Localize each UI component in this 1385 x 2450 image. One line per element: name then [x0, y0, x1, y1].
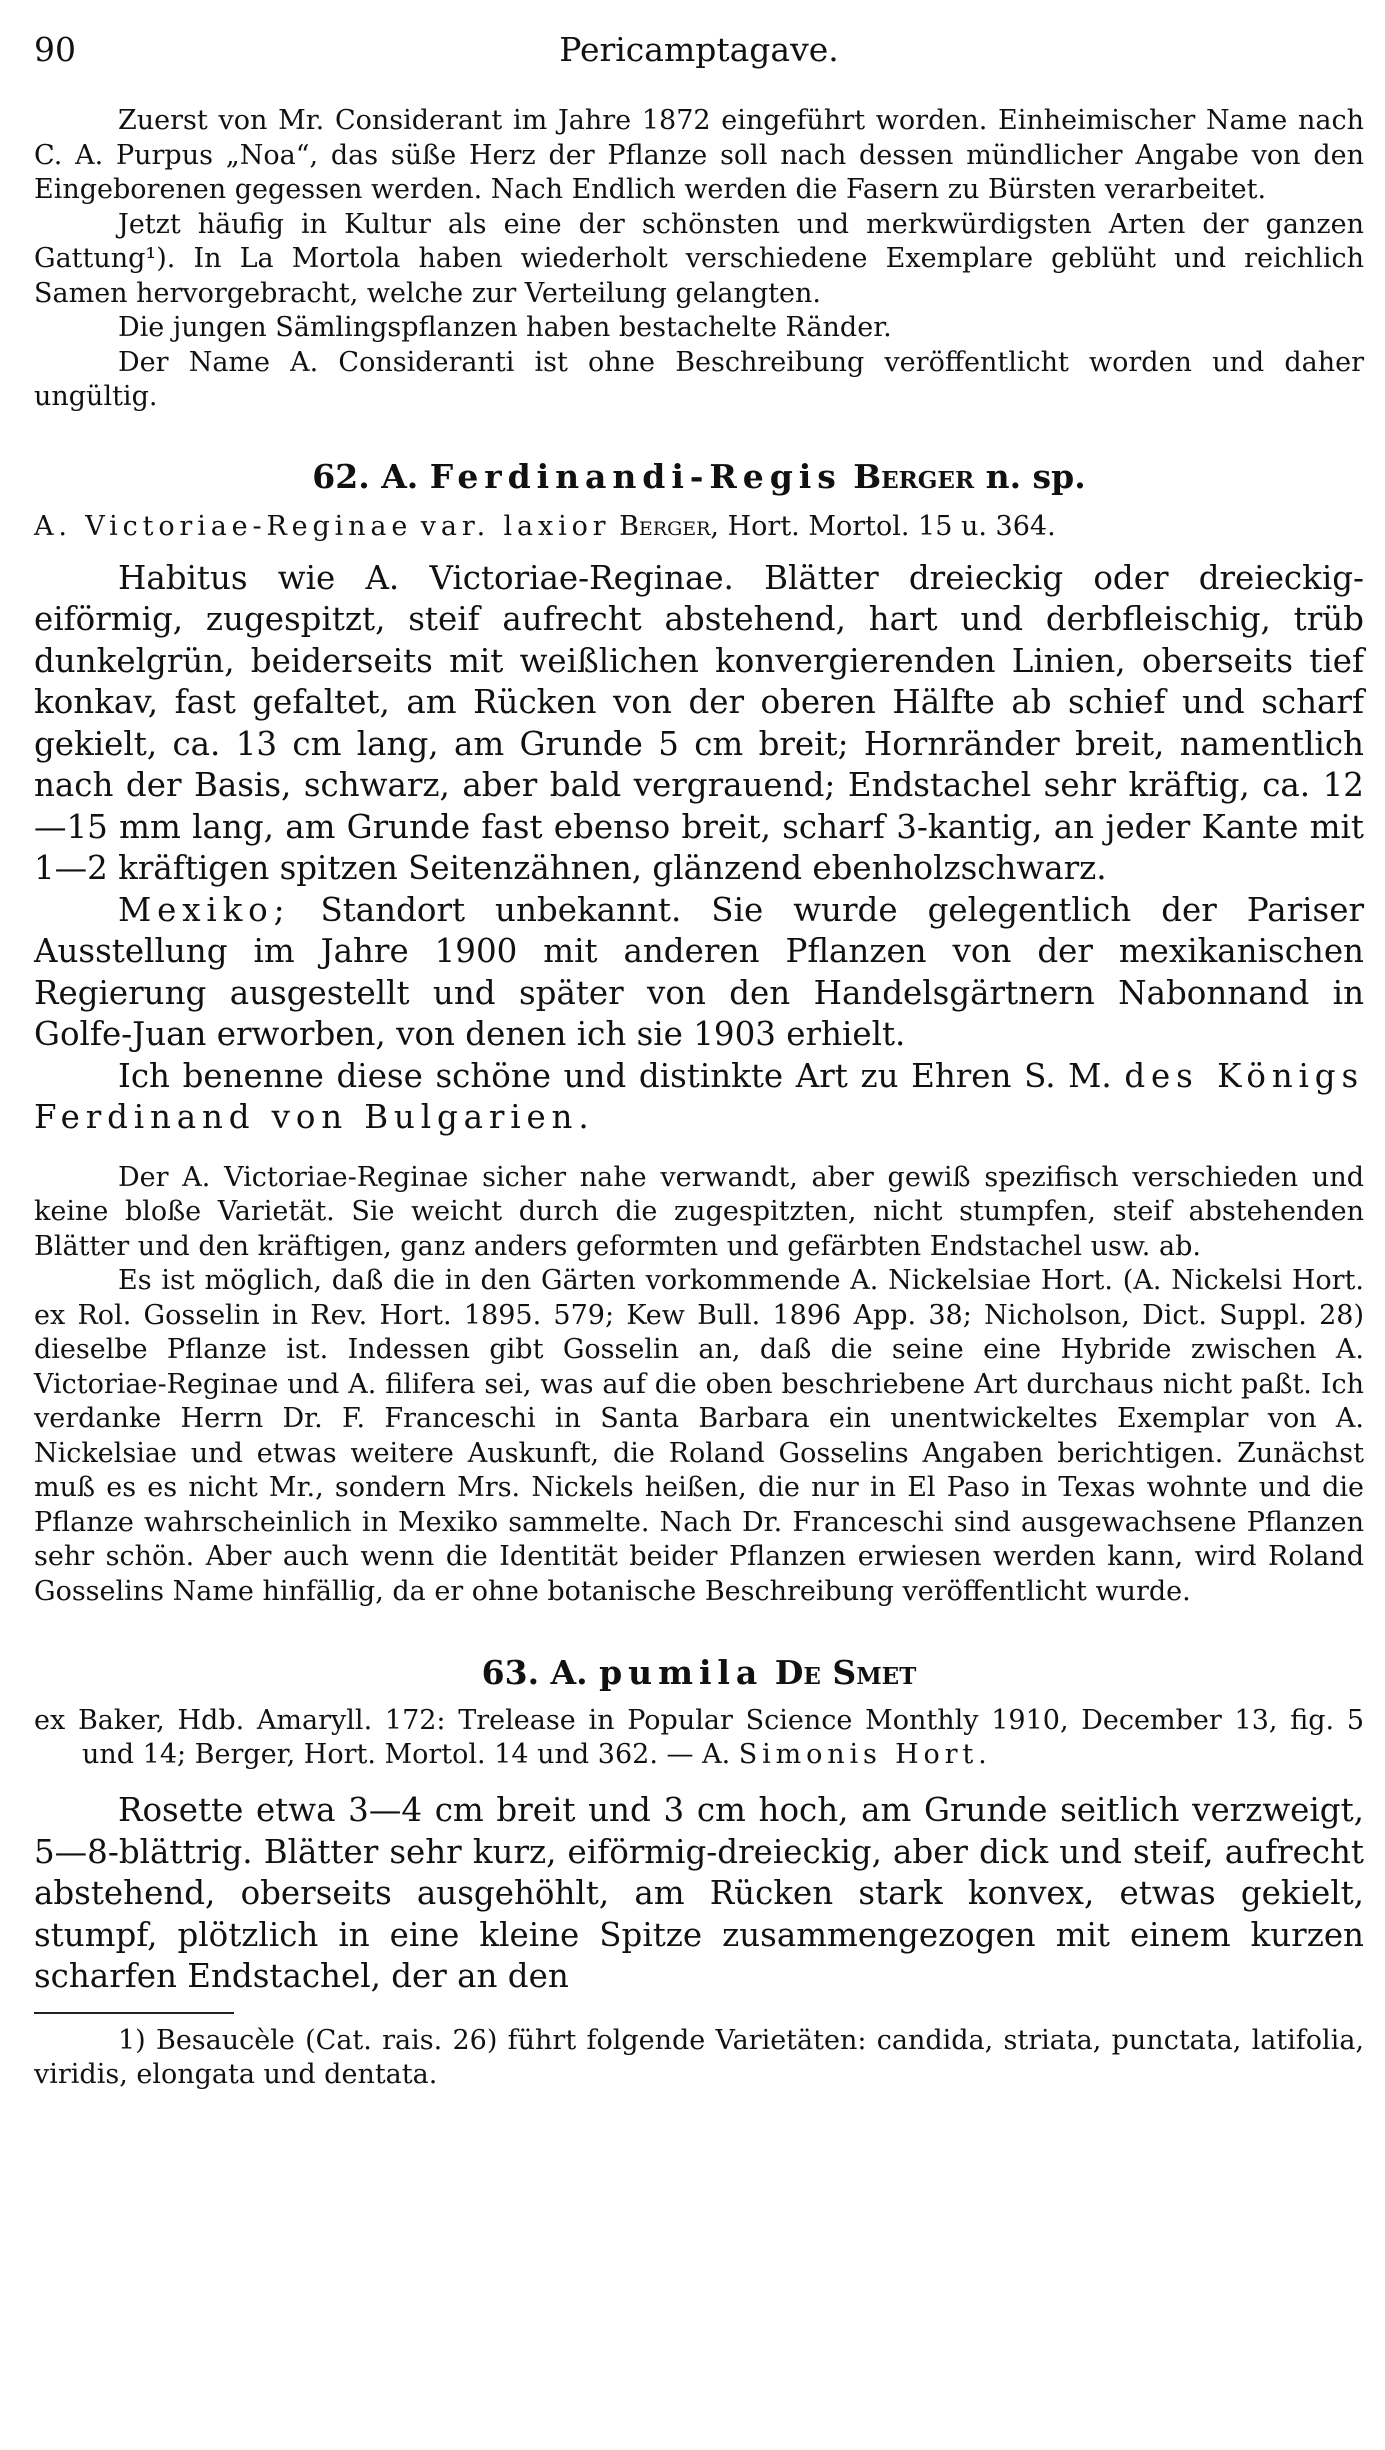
species-62-locality: Mexiko; Standort unbekannt. Sie wurde gelegentlich der Pariser Ausstellung im Jahre 1900 mit anderen Pflanzen von der mexikanischen Regierung ausgestellt und später von den Handelsgärtnern Nabonnand in Golfe-Juan erworben, von denen ich sie 1903 erhielt. [34, 890, 1364, 1053]
intro-paragraph: Jetzt häufig in Kultur als eine der schönsten und merkwürdigsten Arten der ganzen Gattung¹). In La Mortola haben wiederholt verschiedene Exemplare geblüht und reichlich Samen hervorgebracht, welche zur Verteilung gelangten. [34, 208, 1364, 309]
species-63-description-block [34, 1790, 1364, 1998]
intro-paragraph: Der Name A. Consideranti ist ohne Beschreibung veröffentlicht worden und daher ungültig. [34, 346, 1364, 412]
species-62-dedication: Ich benenne diese schöne und distinkte Art zu Ehren S. M. des Königs Ferdinand von Bulgarien. [34, 1056, 1364, 1136]
species-62-notes [34, 1161, 1364, 1610]
intro-section [34, 104, 1364, 415]
species-63-description: Rosette etwa 3—4 cm breit und 3 cm hoch, am Grunde seitlich verzweigt, 5—8-blättrig. Blätter sehr kurz, eiförmig-dreieckig, aber dick und steif, aufrecht abstehend, oberseits ausgehöhlt, am Rücken stark konvex, etwas gekielt, stumpf, plötzlich in eine kleine Spitze zusammengezogen mit einem kurzen scharfen Endstachel, der an den [34, 1791, 1364, 1995]
species-62-heading: 62. A. Ferdinandi-Regis Berger n. sp. [312, 456, 1086, 496]
species-63-heading: 63. A. pumila De Smet [481, 1653, 917, 1692]
species-63-synonymy: ex Baker, Hdb. Amaryll. 172: Trelease in Popular Science Monthly 1910, December 13, fig. 5 und 14; Berger, Hort. Mortol. 14 und 362. — A. Simonis Hort. [34, 1705, 1364, 1770]
intro-paragraph: Zuerst von Mr. Considerant im Jahre 1872 eingeführt worden. Einheimischer Name nach C. A. Purpus „Noa“, das süße Herz der Pflanze soll nach dessen mündlicher Angabe von den Eingeborenen gegessen werden. Nach Endlich werden die Fasern zu Bürsten verarbeitet. [34, 105, 1364, 205]
species-62-synonym: A. Victoriae-Reginae var. laxior Berger, Hort. Mortol. 15 u. 364. [34, 510, 1056, 542]
species-62-description-block [34, 558, 1364, 1139]
species-62-note: Es ist möglich, daß die in den Gärten vorkommende A. Nickelsiae Hort. (A. Nickelsi Hort. ex Rol. Gosselin in Rev. Hort. 1895. 579; Kew Bull. 1896 App. 38; Nicholson, Dict. Suppl. 28) dieselbe Pflanze ist. Indessen gibt Gosselin an, daß die seine eine Hybride zwischen A. Victoriae-Reginae und A. filifera sei, was auf die oben beschriebene Art durchaus nicht paßt. Ich verdanke Herrn Dr. F. Franceschi in Santa Barbara ein unentwickeltes Exemplar von A. Nickelsiae und etwas weitere Auskunft, die Roland Gosselins Angaben berichtigen. Zunächst muß es es nicht Mr., sondern Mrs. Nickels heißen, die nur in El Paso in Texas wohnte und die Pflanze wahrscheinlich in Mexiko sammelte. Nach Dr. Franceschi sind ausgewachsene Pflanzen sehr schön. Aber auch wenn die Identität beider Pflanzen erwiesen werden kann, wird Roland Gosselins Name hinfällig, da er ohne botanische Beschreibung veröffentlicht wurde. [34, 1265, 1364, 1607]
running-title: Pericamptagave. [559, 30, 839, 69]
page-header [34, 30, 1364, 78]
species-62-note: Der A. Victoriae-Reginae sicher nahe verwandt, aber gewiß spezifisch verschieden und keine bloße Varietät. Sie weicht durch die zugespitzten, nicht stumpfen, steif abstehenden Blätter und den kräftigen, ganz anders geformten und gefärbten Endstachel usw. ab. [34, 1161, 1364, 1262]
footnote-rule [34, 2012, 234, 2014]
page-number: 90 [34, 30, 76, 69]
document-page [34, 30, 1364, 2092]
footnote: 1) Besaucèle (Cat. rais. 26) führt folgende Varietäten: candida, striata, punctata, latifolia, viridis, elongata und dentata. [34, 2024, 1364, 2090]
species-62-description: Habitus wie A. Victoriae-Reginae. Blätter dreieckig oder dreieckig-eiförmig, zugespitzt, steif aufrecht abstehend, hart und derbfleischig, trüb dunkelgrün, beiderseits mit weißlichen konvergierenden Linien, oberseits tief konkav, fast gefaltet, am Rücken von der oberen Hälfte ab schief und scharf gekielt, ca. 13 cm lang, am Grunde 5 cm breit; Hornränder breit, namentlich nach der Basis, schwarz, aber bald vergrauend; Endstachel sehr kräftig, ca. 12—15 mm lang, am Grunde fast ebenso breit, scharf 3-kantig, an jeder Kante mit 1—2 kräftigen spitzen Seitenzähnen, glänzend ebenholzschwarz. [34, 558, 1364, 887]
intro-paragraph: Die jungen Sämlingspflanzen haben bestachelte Ränder. [118, 312, 892, 343]
